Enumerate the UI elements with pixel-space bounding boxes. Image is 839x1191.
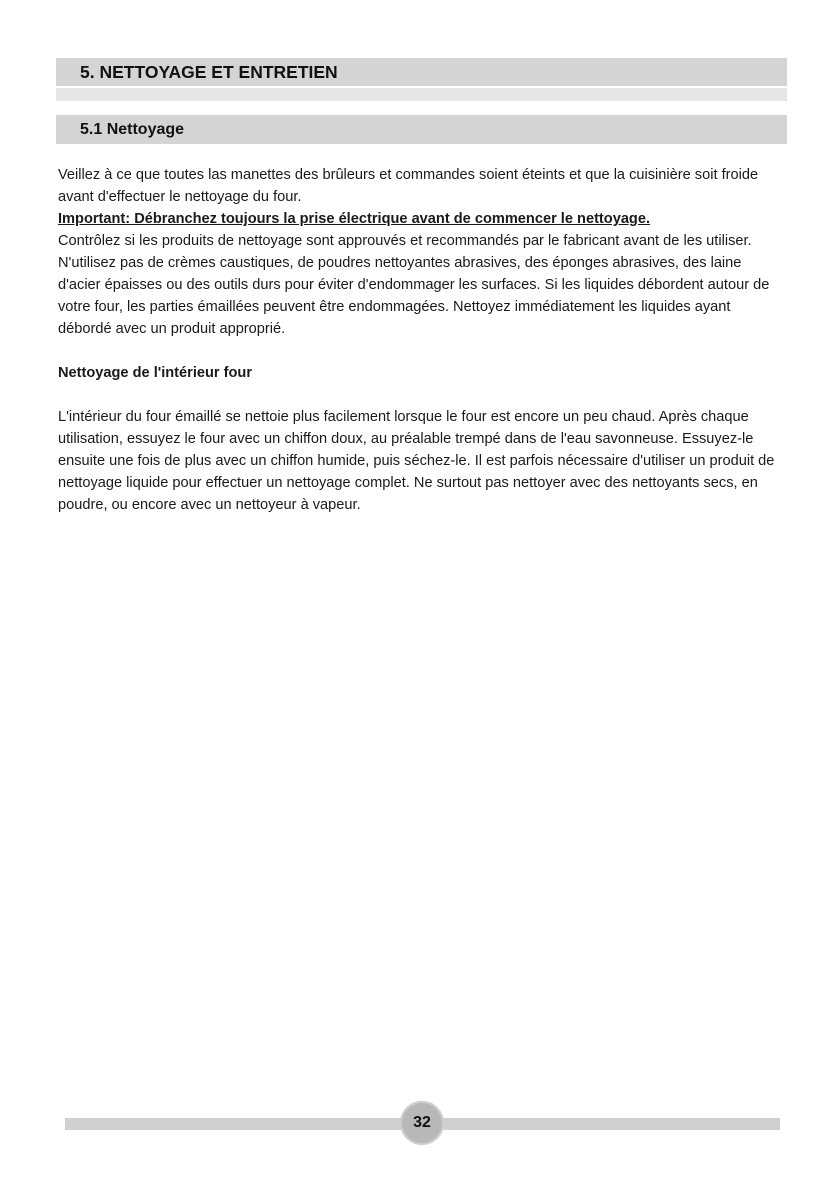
section-header-bar	[56, 58, 787, 86]
subsection-header-bar	[56, 115, 787, 144]
interior-cleaning-paragraph: L'intérieur du four émaillé se nettoie plus facilement lorsque le four est encore un peu chaud. Après chaque utilisation, essuyez le four avec un chiffon doux, au préalable trempé dans de l'eau savonneuse. Essuyez-le ensuite une fois de plus avec un chiffon humide, puis séchez-le. Il est parfois nécessaire d'utiliser un produit de nettoyage liquide pour effectuer un nettoyage complet. Ne surtout pas nettoyer avec des nettoyants secs, en poudre, ou encore avec un nettoyeur à vapeur.	[58, 409, 775, 513]
important-notice: Important: Débranchez toujours la prise électrique avant de commencer le nettoyage.	[58, 211, 651, 227]
interior-cleaning-heading: Nettoyage de l'intérieur four	[58, 365, 253, 381]
document-body	[58, 164, 787, 516]
cleaning-products-paragraph: Contrôlez si les produits de nettoyage sont approuvés et recommandés par le fabricant avant de les utiliser. N'utilisez pas de crèmes caustiques, de poudres nettoyantes abrasives, des éponges abrasives, des laine d'acier épaisses ou des outils durs pour éviter d'endommager les surfaces. Si les liquides débordent autour de votre four, les parties émaillées peuvent être endommagées. Nettoyez immédiatement les liquides ayant débordé avec un produit approprié.	[58, 233, 770, 337]
section-header-underbar	[56, 88, 787, 101]
subsection-title: 5.1 Nettoyage	[80, 121, 185, 138]
page-number-badge: 32	[400, 1101, 444, 1145]
intro-paragraph: Veillez à ce que toutes las manettes des brûleurs et commandes soient éteints et que la cuisinière soit froide avant d'effectuer le nettoyage du four.	[58, 167, 759, 205]
section-title: 5. NETTOYAGE ET ENTRETIEN	[80, 62, 338, 82]
